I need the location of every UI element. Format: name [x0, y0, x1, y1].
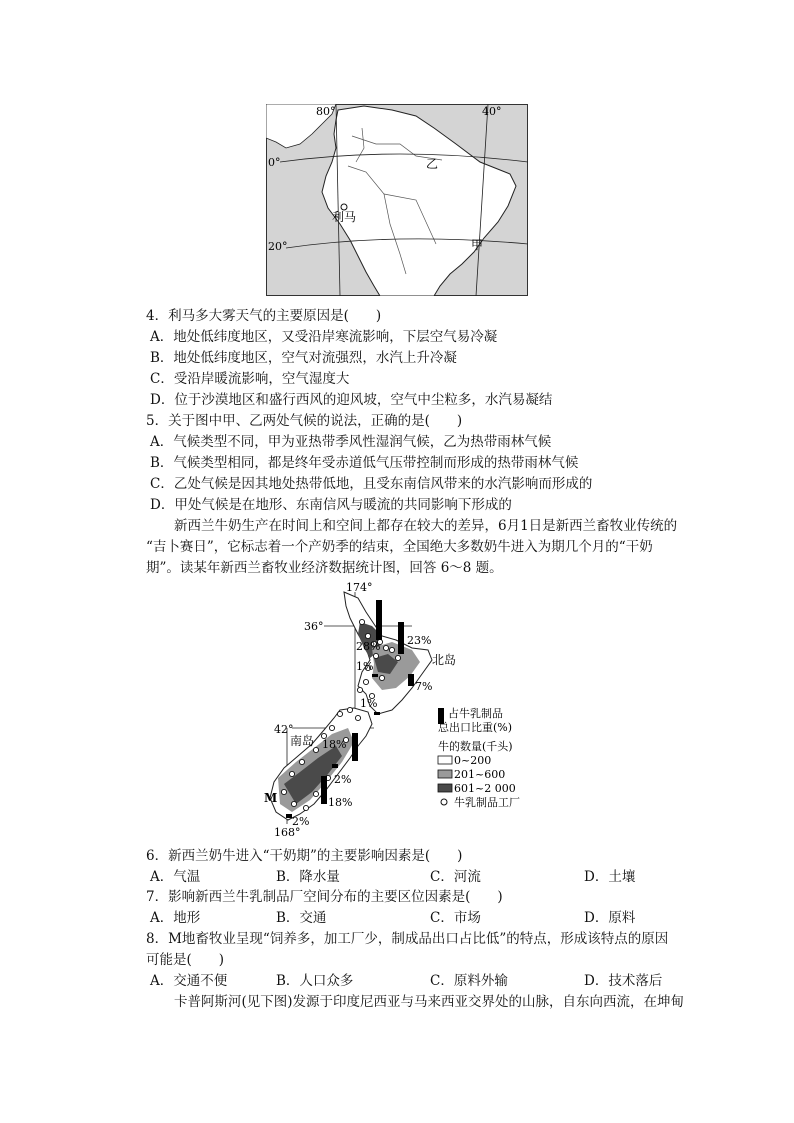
legend-range-3: 601~2 000: [454, 782, 516, 795]
m-label: M: [264, 791, 278, 805]
q6-option-b: B．降水量: [276, 869, 340, 885]
q4-stem: 4．利马多大雾天气的主要原因是( ): [146, 308, 382, 324]
map-legend: [438, 706, 520, 809]
pct-1b-label: 1%: [360, 697, 378, 710]
bar-18b: [321, 776, 327, 804]
q8-option-d: D．技术落后: [584, 973, 663, 989]
label-lima: 利马: [332, 210, 357, 224]
q8-stem-line-2: 可能是( ): [146, 952, 225, 968]
legend-factory: 牛乳制品工厂: [454, 796, 520, 809]
q5-option-b: B．气候类型相同，都是终年受赤道低气压带控制而形成的热带雨林气候: [150, 455, 579, 471]
intro-line-2: “吉卜赛日”，它标志着一个产奶季的结束，全国绝大多数奶牛进入为期几个月的“干奶: [146, 539, 653, 555]
pct-18b-label: 18%: [328, 796, 353, 809]
legend-bar-line2: 总出口比重(%): [438, 721, 513, 734]
q7-stem: 7．影响新西兰牛乳制品厂空间分布的主要区位因素是( ): [146, 889, 503, 905]
north-island-label: 北岛: [432, 653, 457, 667]
q8-option-b: B．人口众多: [276, 973, 354, 989]
intro-line-1: 新西兰牛奶生产在时间上和空间上都存在较大的差异，6月1日是新西兰畜牧业传统的: [174, 518, 678, 534]
bar-1b: [374, 712, 380, 715]
lat-0-label: 0°: [268, 156, 281, 169]
bar-2a: [332, 764, 338, 768]
pct-23-label: 23%: [407, 634, 432, 647]
new-zealand-map: [262, 578, 552, 840]
q7-options: [150, 908, 635, 928]
label-yi: 乙: [426, 157, 439, 171]
bar-1a: [372, 674, 378, 677]
legend-bar-line1: 占牛乳制品: [448, 707, 503, 720]
lat-20-label: 20°: [268, 240, 288, 253]
pct-7-label: 7%: [415, 680, 433, 693]
label-jia: 甲: [471, 238, 484, 252]
pct-1a-label: 1%: [356, 660, 374, 673]
q7-option-b: B．交通: [276, 910, 327, 926]
south-island-label: 南岛: [290, 734, 315, 748]
tail-line-1: 卡普阿斯河(见下图)发源于印度尼西亚与马来西亚交界处的山脉，自东向西流，在坤甸: [174, 994, 685, 1010]
q5-option-c: C．乙处气候是因其地处热带低地，且受东南信风带来的水汽影响而形成的: [150, 476, 593, 492]
q6-stem: 6．新西兰奶牛进入“干奶期”的主要影响因素是( ): [146, 848, 463, 864]
lon-168-label: 168°: [274, 826, 301, 839]
bar-7: [408, 674, 414, 686]
q6-option-d: D．土壤: [584, 869, 636, 885]
q7-option-c: C．市场: [430, 910, 481, 926]
pct-28-label: 28%: [356, 640, 381, 653]
pct-18a-label: 18%: [322, 738, 347, 751]
q4-option-d: D．位于沙漠地区和盛行西风的迎风坡，空气中尘粒多，水汽易凝结: [150, 392, 553, 408]
q5-option-a: A．气候类型不同，甲为亚热带季风性湿润气候，乙为热带雨林气候: [150, 434, 552, 450]
q5-stem: 5．关于图中甲、乙两处气候的说法，正确的是( ): [146, 413, 463, 429]
q7-option-d: D．原料: [584, 910, 636, 926]
pct-2b-label: 2%: [292, 815, 310, 828]
q8-stem-line-1: 8．M地畜牧业呈现“饲养多，加工厂少，制成品出口占比低”的特点，形成该特点的原因: [146, 931, 669, 947]
legend-range-2: 201~600: [454, 768, 506, 781]
q6-options: [150, 867, 635, 887]
q8-options: [150, 971, 662, 991]
bar-23: [398, 622, 404, 654]
q6-option-a: A．气温: [150, 869, 201, 885]
q6-option-c: C．河流: [430, 869, 481, 885]
q5-option-d: D．甲处气候是在地形、东南信风与暖流的共同影响下形成的: [150, 497, 512, 513]
legend-range-1: 0~200: [454, 754, 492, 767]
lon-40-label: 40°: [482, 105, 502, 118]
legend-cattle-title: 牛的数量(千头): [438, 740, 513, 753]
bar-28: [376, 600, 382, 640]
lat-36-label: 36°: [304, 620, 324, 633]
bar-18a: [352, 733, 358, 761]
intro-line-3: 期”。读某年新西兰畜牧业经济数据统计图，回答 6～8 题。: [146, 560, 503, 576]
south-america-map: [266, 104, 528, 296]
lon-174-label: 174°: [346, 581, 373, 594]
q8-option-c: C．原料外输: [430, 973, 508, 989]
q4-option-a: A．地处低纬度地区，又受沿岸寒流影响，下层空气易冷凝: [150, 329, 498, 345]
q7-option-a: A．地形: [150, 910, 201, 926]
q4-option-c: C．受沿岸暖流影响，空气湿度大: [150, 371, 350, 387]
lon-80-label: 80°: [316, 105, 336, 118]
q4-option-b: B．地处低纬度地区，空气对流强烈，水汽上升冷凝: [150, 350, 457, 366]
q8-option-a: A．交通不便: [150, 973, 228, 989]
lat-42-label: 42°: [274, 723, 294, 736]
pct-2a-label: 2%: [334, 773, 352, 786]
